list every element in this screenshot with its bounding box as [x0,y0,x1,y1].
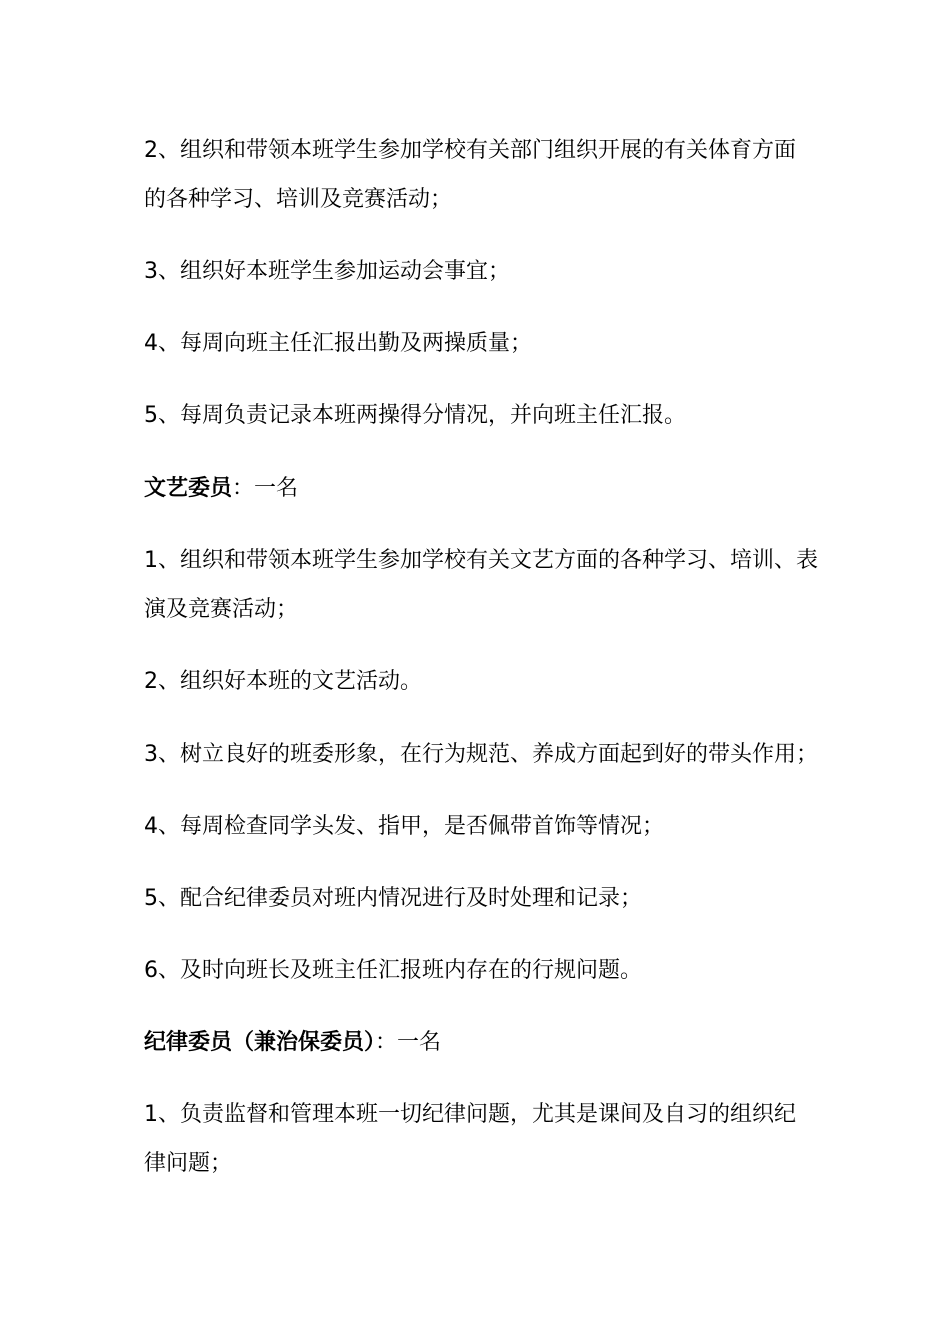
duty-item-line: 4、每周向班主任汇报出勤及两操质量； [144,331,532,356]
duty-item-line: 演及竞赛活动； [144,597,299,622]
duty-item-line: 3、树立良好的班委形象，在行为规范、养成方面起到好的带头作用； [144,742,818,767]
duty-item-line: 3、组织好本班学生参加运动会事宜； [144,259,510,284]
section-heading-title: 文艺委员 [144,476,233,501]
section-heading-arts [144,474,824,504]
duty-item-line: 4、每周检查同学头发、指甲，是否佩带首饰等情况； [144,814,664,839]
section-heading-discipline [144,1028,824,1058]
section-heading-suffix: ：一名 [375,1030,442,1055]
duty-item-line: 2、组织和带领本班学生参加学校有关部门组织开展的有关体育方面 [144,138,796,163]
section-heading-suffix: ：一名 [232,476,299,501]
duty-item-line: 5、每周负责记录本班两操得分情况，并向班主任汇报。 [144,403,686,428]
duty-item-line: 5、配合纪律委员对班内情况进行及时处理和记录； [144,886,642,911]
section-heading-title: 纪律委员（兼治保委员） [144,1030,376,1055]
duty-item-line: 律问题； [144,1151,233,1176]
duty-item-line: 2、组织好本班的文艺活动。 [144,669,422,694]
duty-item-line: 的各种学习、培训及竞赛活动； [144,187,453,212]
duty-item-line: 6、及时向班长及班主任汇报班内存在的行规问题。 [144,958,642,983]
duty-item-line: 1、组织和带领本班学生参加学校有关文艺方面的各种学习、培训、表 [144,548,818,573]
duty-item-line: 1、负责监督和管理本班一切纪律问题，尤其是课间及自习的组织纪 [144,1102,796,1127]
